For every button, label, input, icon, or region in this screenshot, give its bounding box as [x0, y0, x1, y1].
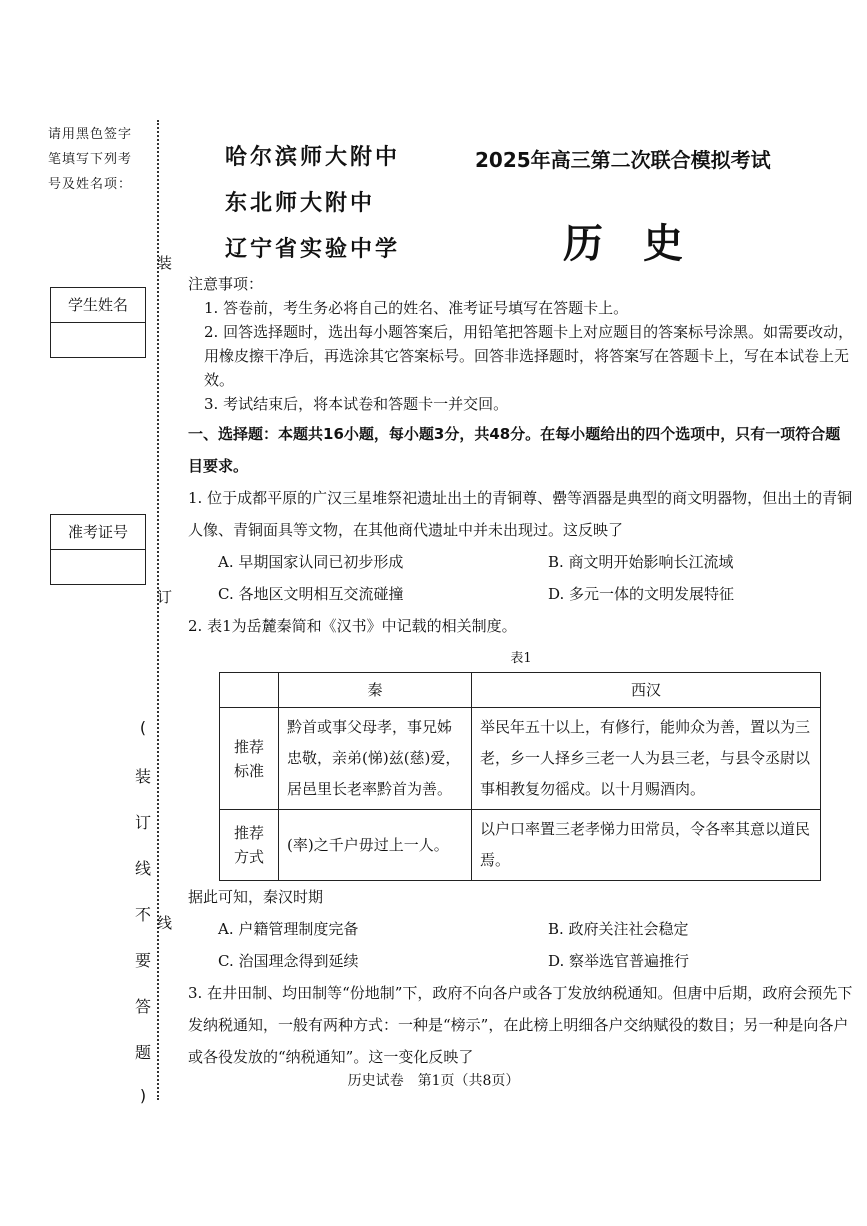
question-1-options [188, 546, 854, 578]
no-answer-char: ( [139, 718, 147, 737]
notice-item: 2. 回答选择题时，选出每小题答案后，用铅笔把答题卡上对应题目的答案标号涂黑。如需要改动，用橡皮擦干净后，再选涂其它答案标号。回答非选择题时，将答案写在答题卡上，写在本试卷上无效。 [204, 323, 854, 389]
option-b[interactable]: B. 政府关注社会稳定 [548, 920, 689, 938]
option-c[interactable]: C. 各地区文明相互交流碰撞 [218, 585, 404, 603]
option-a[interactable]: A. 早期国家认同已初步形成 [218, 553, 404, 571]
fill-instruction: 请用黑色签字笔填写下列考号及姓名项： [48, 127, 133, 192]
question-3-stem: 3. 在井田制、均田制等“份地制”下，政府不向各户或各丁发放纳税通知。但唐中后期，政府会预先下发纳税通知，一般有两种方式：一种是“榜示”，在此榜上明细各户交纳赋役的数目；另一种是向各户或各役发放的“纳税通知”。这一变化反映了 [188, 984, 853, 1066]
option-d[interactable]: D. 察举选官普遍推行 [548, 952, 690, 970]
exam-content [188, 272, 854, 1073]
row-header: 推荐标准 [220, 708, 279, 810]
table-row [220, 708, 821, 810]
question-2-stem: 2. 表1为岳麓秦简和《汉书》中记载的相关制度。 [188, 617, 517, 635]
table-cell: 黔首或事父母孝，事兄姊忠敬，亲弟(悌)兹(慈)爱，居邑里长老率黔首为善。 [279, 708, 472, 810]
binding-char-zhuang: 装 [157, 254, 173, 272]
subject-title: 历史 [563, 220, 723, 267]
notice-item: 3. 考试结束后，将本试卷和答题卡一并交回。 [204, 395, 509, 413]
option-c[interactable]: C. 治国理念得到延续 [218, 952, 359, 970]
table-row [220, 810, 821, 881]
question-1-stem: 1. 位于成都平原的广汉三星堆祭祀遗址出土的青铜尊、罍等酒器是典型的商文明器物，但出土的青铜人像、青铜面具等文物，在其他商代遗址中并未出现过。这反映了 [188, 489, 853, 539]
exam-id-box [50, 514, 146, 585]
binding-char-ding: 订 [157, 588, 173, 606]
table-cell: (率)之千户毋过上一人。 [279, 810, 472, 881]
table-header-cell [220, 673, 279, 708]
question-2-options [188, 945, 854, 977]
student-name-field[interactable] [51, 323, 145, 357]
page-footer: 历史试卷 第1页（共8页） [347, 1073, 520, 1089]
student-name-label: 学生姓名 [51, 288, 145, 323]
system-table [219, 672, 821, 881]
no-answer-char: 不 [134, 905, 151, 924]
no-answer-char: 要 [134, 951, 151, 970]
student-name-box [50, 287, 146, 358]
option-a[interactable]: A. 户籍管理制度完备 [218, 920, 359, 938]
school-name: 辽宁省实验中学 [225, 237, 401, 262]
exam-id-field[interactable] [51, 550, 145, 584]
table-header-cell: 西汉 [472, 673, 821, 708]
exam-title: 2025年高三第二次联合模拟考试 [475, 148, 771, 172]
question-1-options [188, 578, 854, 610]
table-header-cell: 秦 [279, 673, 472, 708]
no-answer-char: ) [139, 1086, 147, 1105]
notice-item: 1. 答卷前，考生务必将自己的姓名、准考证号填写在答题卡上。 [204, 299, 629, 317]
binding-char-xian: 线 [157, 914, 173, 932]
question-2-options [188, 913, 854, 945]
no-answer-char: 线 [134, 859, 151, 878]
section-heading: 一、选择题：本题共16小题，每小题3分，共48分。在每小题给出的四个选项中，只有一项符合题目要求。 [188, 425, 841, 475]
question-2-after: 据此可知，秦汉时期 [188, 888, 324, 906]
notice-title: 注意事项： [188, 275, 264, 293]
option-b[interactable]: B. 商文明开始影响长江流域 [548, 553, 734, 571]
row-header: 推荐方式 [220, 810, 279, 881]
no-answer-char: 装 [134, 767, 151, 786]
no-answer-char: 题 [134, 1043, 151, 1062]
school-name: 哈尔滨师大附中 [225, 145, 401, 170]
table-cell: 举民年五十以上，有修行，能帅众为善，置以为三老，乡一人择乡三老一人为县三老，与县令丞尉以事相教复勿徭戍。以十月赐酒肉。 [472, 708, 821, 810]
table-cell: 以户口率置三老孝悌力田常员，令各率其意以道民焉。 [472, 810, 821, 881]
exam-id-label: 准考证号 [51, 515, 145, 550]
school-name: 东北师大附中 [225, 191, 376, 216]
table-header-row [220, 673, 821, 708]
option-d[interactable]: D. 多元一体的文明发展特征 [548, 585, 735, 603]
no-answer-char: 订 [134, 813, 151, 832]
table-caption: 表1 [510, 651, 532, 666]
no-answer-char: 答 [134, 997, 151, 1016]
